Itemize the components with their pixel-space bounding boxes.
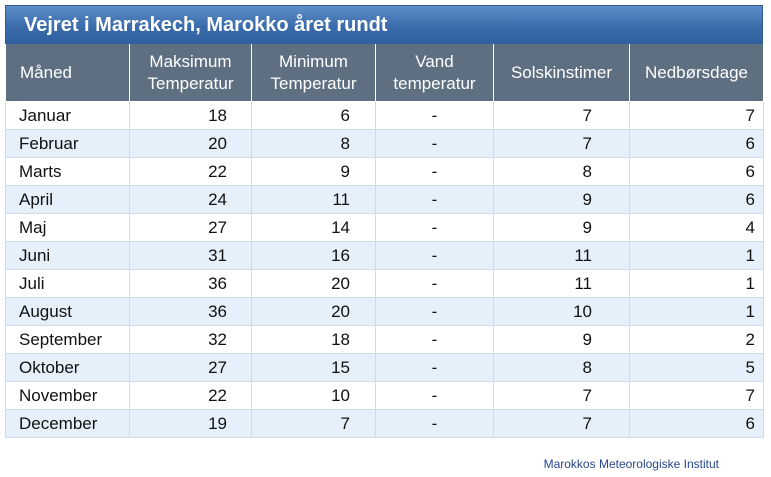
table-row <box>6 382 764 410</box>
cell-sunshine-hours: 7 <box>494 410 630 438</box>
table-row <box>6 270 764 298</box>
cell-max-temp: 18 <box>130 102 252 130</box>
source-link[interactable]: Marokkos Meteorologiske Institut <box>543 457 719 471</box>
cell-month: December <box>6 410 130 438</box>
cell-rain-days: 6 <box>630 410 764 438</box>
cell-sunshine-hours: 11 <box>494 270 630 298</box>
cell-sunshine-hours: 9 <box>494 214 630 242</box>
cell-max-temp: 27 <box>130 354 252 382</box>
cell-sunshine-hours: 9 <box>494 326 630 354</box>
cell-rain-days: 6 <box>630 186 764 214</box>
cell-sunshine-hours: 9 <box>494 186 630 214</box>
cell-water-temp: - <box>376 130 494 158</box>
cell-sunshine-hours: 8 <box>494 354 630 382</box>
cell-rain-days: 2 <box>630 326 764 354</box>
cell-min-temp: 20 <box>252 298 376 326</box>
cell-water-temp: - <box>376 326 494 354</box>
cell-month: September <box>6 326 130 354</box>
cell-min-temp: 6 <box>252 102 376 130</box>
cell-min-temp: 9 <box>252 158 376 186</box>
column-header-rain-days: Nedbørsdage <box>630 44 764 102</box>
cell-min-temp: 15 <box>252 354 376 382</box>
cell-month: Februar <box>6 130 130 158</box>
cell-min-temp: 18 <box>252 326 376 354</box>
table-row <box>6 186 764 214</box>
cell-water-temp: - <box>376 102 494 130</box>
column-header-sunshine-hours: Solskinstimer <box>494 44 630 102</box>
cell-water-temp: - <box>376 214 494 242</box>
table-row <box>6 354 764 382</box>
cell-max-temp: 22 <box>130 382 252 410</box>
cell-rain-days: 5 <box>630 354 764 382</box>
cell-rain-days: 1 <box>630 298 764 326</box>
cell-water-temp: - <box>376 158 494 186</box>
cell-min-temp: 7 <box>252 410 376 438</box>
cell-min-temp: 8 <box>252 130 376 158</box>
table-row <box>6 242 764 270</box>
cell-month: Marts <box>6 158 130 186</box>
cell-max-temp: 31 <box>130 242 252 270</box>
table-row <box>6 130 764 158</box>
cell-min-temp: 14 <box>252 214 376 242</box>
cell-rain-days: 6 <box>630 158 764 186</box>
cell-water-temp: - <box>376 382 494 410</box>
cell-month: November <box>6 382 130 410</box>
cell-rain-days: 7 <box>630 382 764 410</box>
cell-month: Juli <box>6 270 130 298</box>
cell-min-temp: 16 <box>252 242 376 270</box>
cell-month: Juni <box>6 242 130 270</box>
table-row <box>6 214 764 242</box>
column-header-max-temp: Maksimum Temperatur <box>130 44 252 102</box>
cell-sunshine-hours: 7 <box>494 102 630 130</box>
cell-min-temp: 20 <box>252 270 376 298</box>
cell-sunshine-hours: 7 <box>494 130 630 158</box>
header-row <box>6 44 764 102</box>
cell-rain-days: 4 <box>630 214 764 242</box>
cell-water-temp: - <box>376 410 494 438</box>
table-row <box>6 298 764 326</box>
cell-month: August <box>6 298 130 326</box>
cell-rain-days: 1 <box>630 270 764 298</box>
cell-sunshine-hours: 10 <box>494 298 630 326</box>
cell-max-temp: 24 <box>130 186 252 214</box>
cell-sunshine-hours: 8 <box>494 158 630 186</box>
column-header-water-temp: Vand temperatur <box>376 44 494 102</box>
cell-month: April <box>6 186 130 214</box>
cell-month: Maj <box>6 214 130 242</box>
cell-water-temp: - <box>376 298 494 326</box>
cell-min-temp: 10 <box>252 382 376 410</box>
cell-max-temp: 19 <box>130 410 252 438</box>
weather-widget <box>5 5 763 471</box>
table-row <box>6 158 764 186</box>
column-header-month: Måned <box>6 44 130 102</box>
cell-month: Oktober <box>6 354 130 382</box>
cell-max-temp: 32 <box>130 326 252 354</box>
cell-max-temp: 22 <box>130 158 252 186</box>
cell-sunshine-hours: 7 <box>494 382 630 410</box>
cell-rain-days: 7 <box>630 102 764 130</box>
table-row <box>6 410 764 438</box>
cell-water-temp: - <box>376 242 494 270</box>
cell-month: Januar <box>6 102 130 130</box>
cell-max-temp: 20 <box>130 130 252 158</box>
cell-water-temp: - <box>376 270 494 298</box>
cell-water-temp: - <box>376 354 494 382</box>
cell-max-temp: 36 <box>130 298 252 326</box>
table-row <box>6 102 764 130</box>
cell-rain-days: 6 <box>630 130 764 158</box>
weather-table <box>5 44 764 438</box>
cell-sunshine-hours: 11 <box>494 242 630 270</box>
cell-max-temp: 36 <box>130 270 252 298</box>
cell-rain-days: 1 <box>630 242 764 270</box>
table-row <box>6 326 764 354</box>
cell-water-temp: - <box>376 186 494 214</box>
table-title: Vejret i Marrakech, Marokko året rundt <box>5 5 763 44</box>
column-header-min-temp: Minimum Temperatur <box>252 44 376 102</box>
cell-min-temp: 11 <box>252 186 376 214</box>
cell-max-temp: 27 <box>130 214 252 242</box>
